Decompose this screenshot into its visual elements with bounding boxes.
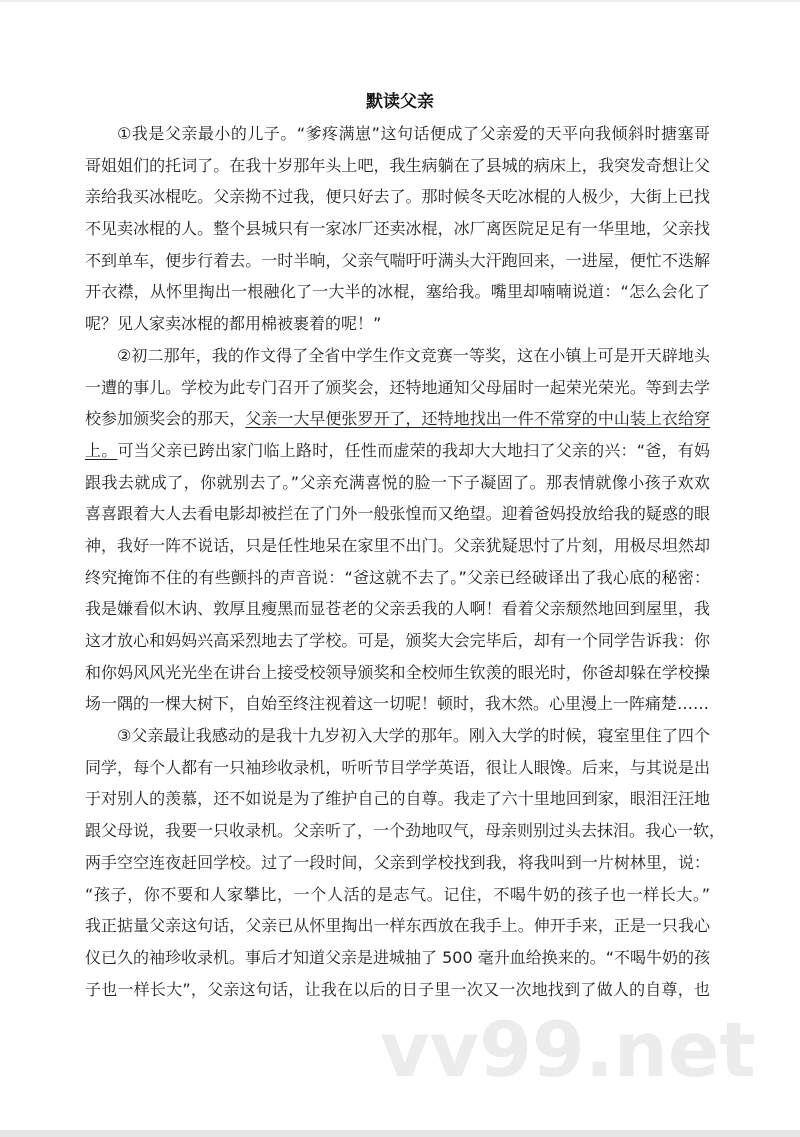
text-line: 这才放心和妈妈兴高采烈地去了学校。可是，颁奖大会完毕后，却有一个同学告诉我：你 [85,631,710,650]
text-line: 终究掩饰不住的有些颤抖的声音说：“爸这就不去了。”父亲已经破译出了我心底的秘密： [85,567,710,587]
paragraph-3 [85,720,726,1005]
text-line: 不到单车，便步行着去。一时半晌，父亲气喘吁吁满头大汗跑回来，一进屋，便忙不迭解 [85,250,710,270]
text-line [85,403,710,435]
paragraph-1 [85,118,710,340]
document-body [85,118,726,1005]
text-line [85,435,710,467]
text-line: 我正掂量父亲这句话，父亲已从怀里掏出一样东西放在我手上。伸开手来，正是一只我心 [85,916,710,936]
text-line: ①我是父亲最小的儿子。“爹疼满崽”这句话便成了父亲爱的天平向我倾斜时搪塞哥 [117,124,710,143]
text-line: 于对别人的羡慕，还不如说是为了维护自己的自尊。我走了六十里地回到家，眼泪汪汪地 [85,789,710,809]
text-line: 跟我去就成了，你就别去了。”父亲充满喜悦的脸一下子凝固了。那表情就像小孩子欢欢 [85,472,710,492]
text-line: “孩子，你不要和人家攀比，一个人活的是志气。记住，不喝牛奶的孩子也一样长大。” [85,884,710,904]
text-segment: 校参加颁奖会的那天， [85,409,246,429]
text-line: 场一隅的一棵大树下，自始至终注视着这一切呢！顿时，我木然。心里漫上一阵痛楚…… [85,694,710,714]
text-line: 亲给我买冰棍吃。父亲拗不过我，便只好去了。那时候冬天吃冰棍的人极少，大街上已找 [85,187,710,207]
text-line: 喜喜跟着大人去看电影却被拦在了门外一般张惶而又绝望。迎着爸妈投放给我的疑惑的眼 [85,504,710,524]
document-title: 默读父亲 [366,92,434,112]
text-line: 一遭的事儿。学校为此专门召开了颁奖会，还特地通知父母届时一起荣光荣光。等到去学 [85,377,710,397]
text-line: 两手空空连夜赶回学校。过了一段时间，父亲到学校找到我，将我叫到一片树林里，说： [85,852,710,872]
text-line: 子也一样长大”，父亲这句话，让我在以后的日子里一次又一次地找到了做人的自尊，也 [85,979,710,999]
text-line: 神，我好一阵不说话，只是任性地呆在家里不出门。父亲犹疑思忖了片刻，用极尽坦然却 [85,535,710,555]
underlined-sentence: 父亲一大早便张罗开了，还特地找出一件不常穿的中山装上衣给穿 [245,409,710,429]
text-line: 开衣襟，从怀里掏出一根融化了一大半的冰棍，塞给我。嘴里却喃喃说道：“怎么会化了 [85,282,710,302]
watermark: vv99.net [380,1005,756,1094]
text-line: 哥姐姐们的托词了。在我十岁那年头上吧，我生病躺在了县城的病床上，我突发奇想让父 [85,155,710,175]
text-line: 仪已久的袖珍收录机。事后才知道父亲是进城抽了 500 毫升血给换来的。“不喝牛奶的孩 [85,947,711,967]
text-line: 和你妈风风光光坐在讲台上接受校领导颁奖和全校师生钦羡的眼光时，你爸却躲在学校操 [85,662,710,682]
text-line: ②初二那年，我的作文得了全省中学生作文竞赛一等奖，这在小镇上可是开天辟地头 [117,345,710,365]
text-line: 跟父母说，我要一只收录机。父亲听了，一个劲地叹气，母亲则别过头去抹泪。我心一软， [85,821,726,841]
text-segment: 可当父亲已跨出家门临上路时，任性而虚荣的我却大大地扫了父亲的兴：“爸，有妈 [117,440,710,460]
underlined-sentence-end: 上。 [85,440,118,460]
page-top-edge [0,0,800,2]
text-line: 我是嫌看似木讷、敦厚且瘦黑而显苍老的父亲丢我的人啊！看着父亲颓然地回到屋里，我 [85,599,710,619]
text-line: 呢？见人家卖冰棍的都用棉被裹着的呢！” [85,314,382,334]
text-line: 同学，每个人都有一只袖珍收录机，听听节目学学英语，很让人眼馋。后来，与其说是出 [85,757,710,777]
paragraph-2 [85,340,710,720]
page-bottom-edge [0,1130,800,1137]
text-line: ③父亲最让我感动的是我十九岁初入大学的那年。刚入大学的时候，寝室里住了四个 [117,726,710,746]
text-line: 不见卖冰棍的人。整个县城只有一家冰厂还卖冰棍，冰厂离医院足足有一华里地，父亲找 [85,219,710,239]
